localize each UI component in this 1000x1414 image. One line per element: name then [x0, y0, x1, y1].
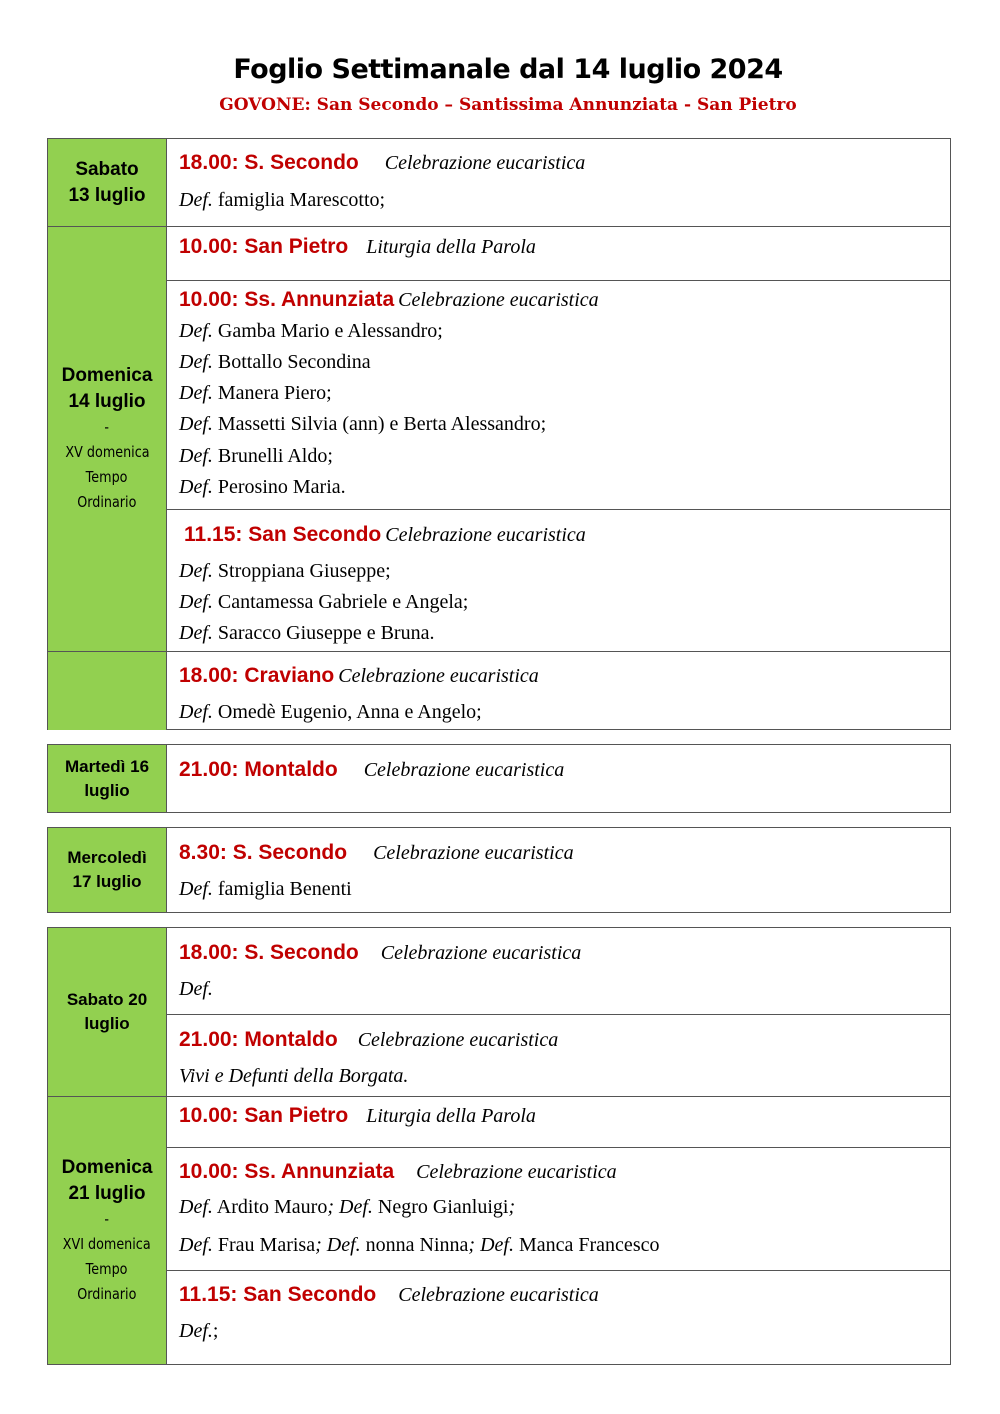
event-cell: 11.15: San Secondo Celebrazione eucaristica Def. Stroppiana Giuseppe; Def. Cantamessa Gabriele e Angela; Def. Saracco Giuseppe e Bruna.	[179, 523, 586, 644]
schedule-block-weekend-1	[47, 138, 951, 730]
place-name: GOVONE	[219, 95, 305, 115]
event-cell: 10.00: San Pietro Liturgia della Parola	[179, 235, 536, 258]
event-cell: 10.00: San Pietro Liturgia della Parola	[179, 1104, 536, 1127]
day-cell-sabato-20: Sabato 20 luglio	[48, 928, 167, 1096]
schedule-block-mercoledi	[47, 827, 951, 913]
event-cell: 18.00: S. Secondo Celebrazione eucaristica Def. famiglia Marescotto;	[179, 151, 586, 211]
day-cell-martedi-16: Martedì 16 luglio	[48, 745, 167, 812]
page-subtitle	[0, 95, 1000, 115]
schedule-block-weekend-2	[47, 927, 951, 1365]
event-cell: 10.00: Ss. Annunziata Celebrazione eucaristica Def. Gamba Mario e Alessandro; Def. Bottallo Secondina Def. Manera Piero; Def. Massetti Silvia (ann) e Berta Alessandro; Def. Brunelli Aldo; Def. Perosino Maria.	[179, 288, 599, 498]
event-cell: 21.00: Montaldo Celebrazione eucaristica Vivi e Defunti della Borgata.	[179, 1028, 559, 1087]
day-cell-sabato-13: Sabato 13 luglio	[48, 139, 167, 226]
page-title: Foglio Settimanale dal 14 luglio 2024	[233, 54, 783, 85]
event-cell: 18.00: S. Secondo Celebrazione eucaristica Def.	[179, 941, 582, 1000]
event-cell: 11.15: San Secondo Celebrazione eucaristica Def.;	[179, 1283, 599, 1342]
event-cell: 21.00: Montaldo Celebrazione eucaristica	[179, 758, 565, 781]
event-cell: 18.00: Craviano Celebrazione eucaristica Def. Omedè Eugenio, Anna e Angelo;	[179, 664, 539, 723]
schedule-block-martedi	[47, 744, 951, 813]
day-cell-mercoledi-17: Mercoledì 17 luglio	[48, 828, 167, 912]
event-cell: 8.30: S. Secondo Celebrazione eucaristica Def. famiglia Benenti	[179, 841, 574, 900]
churches-list: : San Secondo – Santissima Annunziata - San Pietro	[304, 95, 797, 115]
event-cell: 10.00: Ss. Annunziata Celebrazione eucaristica Def. Ardito Mauro; Def. Negro Gianluigi; Def. Frau Marisa; Def. nonna Ninna; Def. Manca Francesco	[179, 1160, 660, 1256]
day-cell-domenica-14: Domenica 14 luglio - XV domenica Tempo Ordinario	[48, 227, 167, 651]
day-cell-empty	[48, 652, 167, 730]
header	[0, 54, 1000, 115]
day-cell-domenica-21: Domenica 21 luglio - XVI domenica Tempo Ordinario	[48, 1097, 167, 1364]
